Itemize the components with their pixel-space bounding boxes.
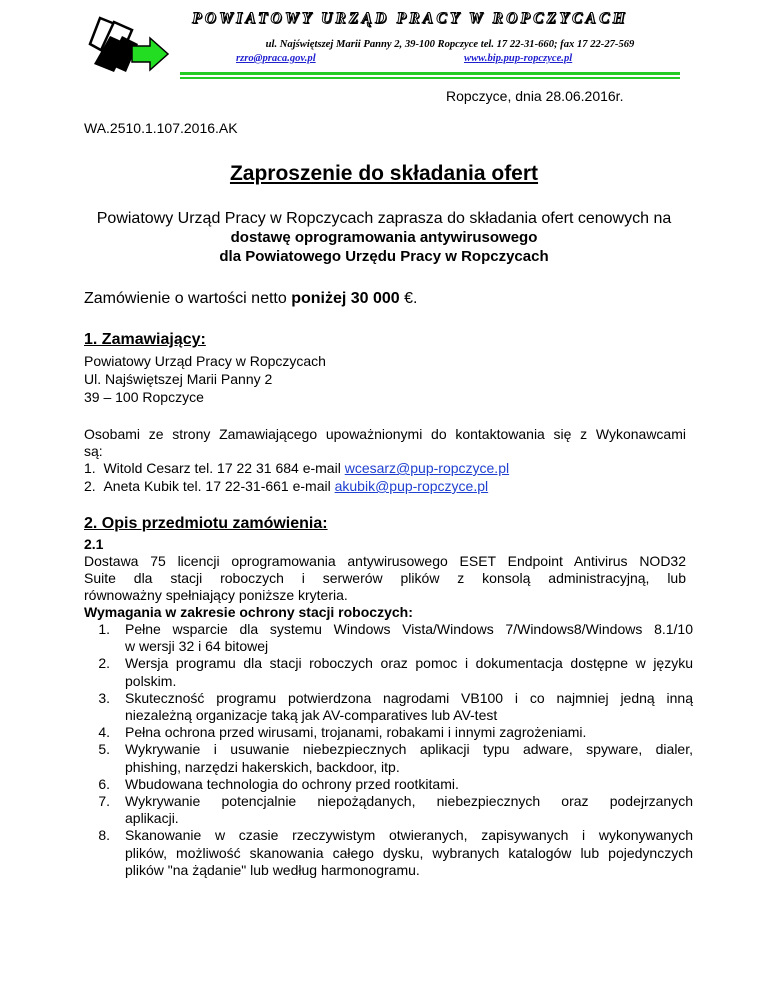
letterhead-address: ul. Najświętszej Marii Panny 2, 39-100 Ropczyce tel. 17 22-31-660; fax 17 22-27-569 <box>265 39 635 50</box>
intro-block <box>0 209 768 266</box>
requirement-text-line: plików, możliwość skanowania całego dysku, wybranych katalogów lub pojedynczych <box>125 844 693 861</box>
requirement-number: 6. <box>98 775 110 792</box>
subsection-number: 2.1 <box>84 536 104 552</box>
requirement-text-line: Wykrywanie potencjalnie niepożądanych, niebezpiecznych oraz podejrzanych <box>125 793 693 809</box>
office-logo <box>86 14 172 74</box>
authority-address-line: 39 – 100 Ropczyce <box>84 389 204 405</box>
contact-email-link[interactable]: wcesarz@pup-ropczyce.pl <box>344 460 510 476</box>
letterhead-divider-thin <box>180 77 680 79</box>
contact-email-link[interactable]: akubik@pup-ropczyce.pl <box>334 478 489 494</box>
requirement-number: 4. <box>98 724 110 741</box>
requirement-text-line: Skuteczność programu potwierdzona nagrodami VB100 i co najmniej jedną inną <box>125 689 693 706</box>
letterhead-divider <box>180 72 680 75</box>
authority-address-line: Powiatowy Urząd Pracy w Ropczycach <box>84 353 326 369</box>
subject-paragraph-line: równoważny spełniający poniższe kryteria. <box>84 587 348 603</box>
requirement-text-line: Pełne wsparcie dla systemu Windows Vista/Windows 7/Windows8/Windows 8.1/10 <box>125 621 693 637</box>
requirement-text-line: aplikacji. <box>125 810 179 827</box>
requirement-text-line: Pełna ochrona przed wirusami, trojanami, robakami i innymi zagrożeniami. <box>125 724 587 741</box>
contacts-intro: Osobami ze strony Zamawiającego upoważnionymi do kontaktowania się z Wykonawcami <box>84 426 686 442</box>
contact-details: Witold Cesarz tel. 17 22 31 684 e-mail <box>103 460 345 476</box>
requirement-text-line: w wersji 32 i 64 bitowej <box>125 638 269 655</box>
order-value-suffix: €. <box>399 290 418 307</box>
requirement-number: 8. <box>98 827 110 844</box>
reference-number: WA.2510.1.107.2016.AK <box>84 120 238 136</box>
contacts-intro-cont: są: <box>84 443 103 459</box>
section-heading-subject: 2. Opis przedmiotu zamówienia: <box>84 515 328 532</box>
dateline: Ropczyce, dnia 28.06.2016r. <box>446 88 624 104</box>
contact-item <box>84 459 509 477</box>
requirement-text-line: Wersja programu dla stacji roboczych oraz pomoc i dokumentacja dostępne w języku <box>125 655 693 672</box>
organization-name: POWIATOWY URZĄD PRACY W ROPCZYCACH <box>192 10 628 27</box>
requirement-number: 5. <box>98 741 110 758</box>
requirement-number: 2. <box>98 655 110 672</box>
section-heading-contracting-authority: 1. Zamawiający: <box>84 331 206 348</box>
requirement-number: 7. <box>98 793 110 809</box>
contact-number: 1. <box>84 460 96 476</box>
intro-subject-line: dla Powiatowego Urzędu Pracy w Ropczycach <box>219 248 549 265</box>
letterhead-website-link[interactable]: www.bip.pup-ropczyce.pl <box>464 53 573 64</box>
requirement-text-line: Skanowanie w czasie rzeczywistym otwieranych, zapisywanych i wykonywanych <box>125 827 693 844</box>
requirement-text-line: plików "na żądanie" lub według harmonogramu. <box>125 861 420 878</box>
requirements-heading: Wymagania w zakresie ochrony stacji roboczych: <box>84 604 413 620</box>
requirement-number: 1. <box>98 621 110 637</box>
requirement-text-line: Wbudowana technologia do ochrony przed rootkitami. <box>125 775 459 792</box>
requirement-text-line: polskim. <box>125 672 177 689</box>
requirement-number: 3. <box>98 689 110 706</box>
intro-subject-line: dostawę oprogramowania antywirusowego <box>230 229 538 246</box>
contact-details: Aneta Kubik tel. 17 22-31-661 e-mail <box>103 478 335 494</box>
letterhead-email-link[interactable]: rzro@praca.gov.pl <box>236 53 316 64</box>
subject-paragraph-line: Suite dla stacji roboczych i serwerów plików z konsolą administracyjną, lub <box>84 570 686 586</box>
order-value-prefix: Zamówienie o wartości netto <box>84 290 292 307</box>
contact-item <box>84 477 488 495</box>
order-value-amount: poniżej 30 000 <box>291 290 400 307</box>
requirement-text-line: niezależną organizacje taką jak AV-comparatives lub AV-test <box>125 706 498 723</box>
requirement-text-line: Wykrywanie i usuwanie niebezpiecznych aplikacji typu adware, spyware, dialer, <box>125 741 693 758</box>
document-title: Zaproszenie do składania ofert <box>229 162 539 185</box>
authority-address-line: Ul. Najświętszej Marii Panny 2 <box>84 371 273 387</box>
requirement-text-line: phishing, narzędzi hakerskich, backdoor, itp. <box>125 758 400 775</box>
order-value <box>84 290 418 308</box>
contact-number: 2. <box>84 478 96 494</box>
subject-paragraph-line: Dostawa 75 licencji oprogramowania antywirusowego ESET Endpoint Antivirus NOD32 <box>84 553 686 569</box>
intro-line: Powiatowy Urząd Pracy w Ropczycach zaprasza do składania ofert cenowych na <box>96 210 672 227</box>
